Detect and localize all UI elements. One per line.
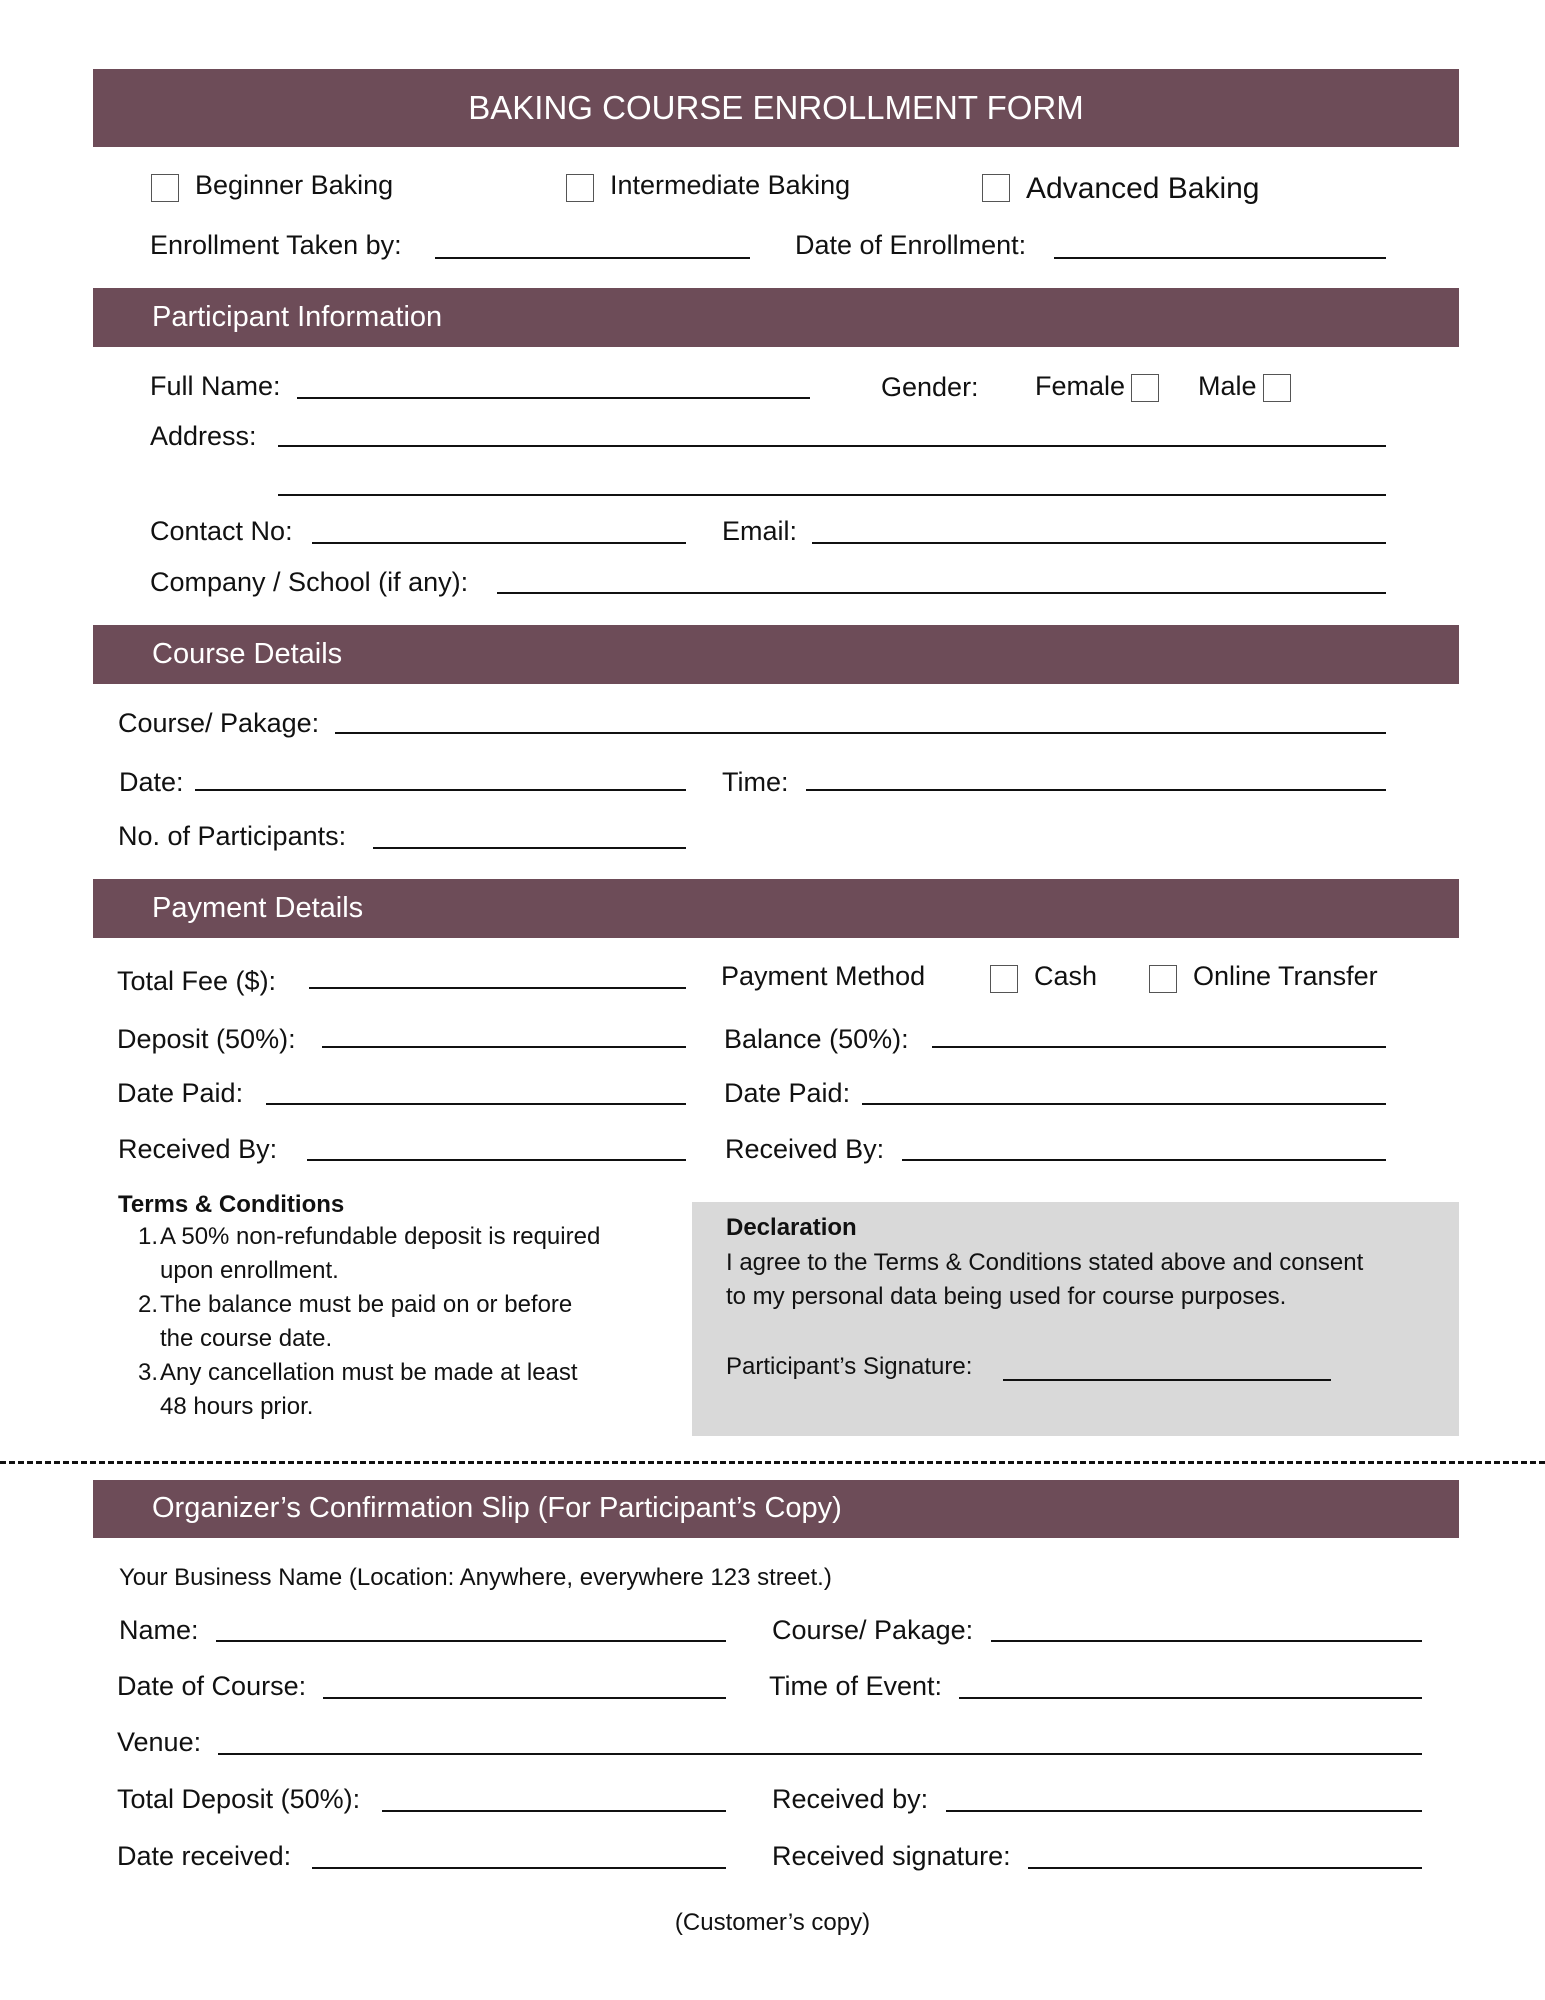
contact-no-label: Contact No: xyxy=(150,516,293,546)
slip-total-deposit-label: Total Deposit (50%): xyxy=(117,1784,361,1814)
balance-label: Balance (50%): xyxy=(724,1024,909,1054)
terms-item-3-number: 3. xyxy=(138,1359,159,1386)
payment-section-title: Payment Details xyxy=(152,892,364,924)
terms-item-1-line-2: upon enrollment. xyxy=(160,1257,339,1284)
advanced-baking-checkbox[interactable] xyxy=(982,174,1010,202)
slip-total-deposit-field[interactable] xyxy=(382,1810,726,1812)
email-label: Email: xyxy=(722,516,798,546)
date-paid-label-right: Date Paid: xyxy=(724,1078,851,1108)
course-date-label: Date: xyxy=(119,767,184,797)
course-time-field[interactable] xyxy=(806,789,1386,791)
confirmation-slip-bar xyxy=(93,1480,1459,1538)
address-field-line-2[interactable] xyxy=(278,494,1386,496)
course-package-field[interactable] xyxy=(335,732,1386,734)
received-by-field-left[interactable] xyxy=(307,1159,686,1161)
cut-line-divider xyxy=(0,1461,1545,1464)
date-paid-field-right[interactable] xyxy=(862,1103,1386,1105)
advanced-baking-label: Advanced Baking xyxy=(1026,172,1260,205)
date-paid-field-left[interactable] xyxy=(266,1103,686,1105)
enrollment-taken-by-field[interactable] xyxy=(435,257,750,259)
course-section-title: Course Details xyxy=(152,638,343,670)
slip-date-of-course-label: Date of Course: xyxy=(117,1671,307,1701)
confirmation-slip-title: Organizer’s Confirmation Slip (For Participant’s Copy) xyxy=(152,1492,842,1524)
gender-label: Gender: xyxy=(881,372,979,402)
course-date-field[interactable] xyxy=(195,789,686,791)
address-label: Address: xyxy=(150,421,257,451)
slip-name-label: Name: xyxy=(119,1615,199,1645)
terms-item-2-line-2: the course date. xyxy=(160,1325,333,1352)
online-transfer-label: Online Transfer xyxy=(1193,961,1378,991)
date-paid-label-left: Date Paid: xyxy=(117,1078,244,1108)
course-time-label: Time: xyxy=(722,767,789,797)
received-by-label-right: Received By: xyxy=(725,1134,885,1164)
participants-count-field[interactable] xyxy=(373,847,686,849)
intermediate-baking-label: Intermediate Baking xyxy=(610,170,851,200)
beginner-baking-checkbox[interactable] xyxy=(151,174,179,202)
cash-label: Cash xyxy=(1034,961,1098,991)
date-of-enrollment-label: Date of Enrollment: xyxy=(795,230,1027,260)
declaration-text-line-2: to my personal data being used for course purposes. xyxy=(726,1283,1287,1310)
customer-copy-footer: (Customer’s copy) xyxy=(674,1909,871,1936)
payment-method-label: Payment Method xyxy=(721,961,926,991)
participant-signature-label: Participant’s Signature: xyxy=(726,1353,973,1380)
enrollment-taken-by-label: Enrollment Taken by: xyxy=(150,230,402,260)
participant-section-title: Participant Information xyxy=(152,301,443,333)
male-label: Male xyxy=(1198,371,1257,401)
terms-title: Terms & Conditions xyxy=(118,1191,345,1218)
slip-course-package-label: Course/ Pakage: xyxy=(772,1615,974,1645)
slip-date-of-course-field[interactable] xyxy=(323,1697,726,1699)
form-title: BAKING COURSE ENROLLMENT FORM xyxy=(468,89,1084,126)
form-title-bar xyxy=(93,69,1459,147)
slip-venue-field[interactable] xyxy=(218,1753,1422,1755)
slip-time-of-event-field[interactable] xyxy=(959,1697,1422,1699)
course-section-bar xyxy=(93,625,1459,684)
female-checkbox[interactable] xyxy=(1131,374,1159,402)
slip-received-signature-field[interactable] xyxy=(1028,1867,1422,1869)
total-fee-field[interactable] xyxy=(309,987,686,989)
company-school-field[interactable] xyxy=(497,592,1386,594)
terms-item-1-number: 1. xyxy=(138,1223,159,1250)
full-name-field[interactable] xyxy=(297,397,810,399)
participant-section-bar xyxy=(93,288,1459,347)
terms-item-3-line-2: 48 hours prior. xyxy=(160,1393,314,1420)
deposit-field[interactable] xyxy=(322,1046,686,1048)
cash-checkbox[interactable] xyxy=(990,965,1018,993)
female-label: Female xyxy=(1035,371,1126,401)
business-name-text: Your Business Name (Location: Anywhere, everywhere 123 street.) xyxy=(119,1564,832,1591)
slip-received-by-label: Received by: xyxy=(772,1784,929,1814)
participants-count-label: No. of Participants: xyxy=(118,821,347,851)
company-school-label: Company / School (if any): xyxy=(150,567,469,597)
slip-name-field[interactable] xyxy=(216,1640,726,1642)
received-by-field-right[interactable] xyxy=(902,1159,1386,1161)
deposit-label: Deposit (50%): xyxy=(117,1024,296,1054)
slip-received-by-field[interactable] xyxy=(946,1810,1422,1812)
date-of-enrollment-field[interactable] xyxy=(1054,257,1386,259)
email-field[interactable] xyxy=(812,542,1386,544)
participant-signature-field[interactable] xyxy=(1003,1379,1331,1381)
received-by-label-left: Received By: xyxy=(118,1134,278,1164)
terms-item-2-line-1: The balance must be paid on or before xyxy=(160,1291,573,1318)
balance-field[interactable] xyxy=(932,1046,1386,1048)
payment-section-bar xyxy=(93,879,1459,938)
beginner-baking-label: Beginner Baking xyxy=(195,170,394,200)
terms-item-1-line-1: A 50% non-refundable deposit is required xyxy=(160,1223,601,1250)
terms-item-2-number: 2. xyxy=(138,1291,159,1318)
total-fee-label: Total Fee ($): xyxy=(117,966,277,996)
slip-date-received-field[interactable] xyxy=(312,1867,726,1869)
course-package-label: Course/ Pakage: xyxy=(118,708,320,738)
slip-venue-label: Venue: xyxy=(117,1727,202,1757)
slip-time-of-event-label: Time of Event: xyxy=(769,1671,943,1701)
full-name-label: Full Name: xyxy=(150,371,281,401)
slip-course-package-field[interactable] xyxy=(991,1640,1422,1642)
online-transfer-checkbox[interactable] xyxy=(1149,965,1177,993)
intermediate-baking-checkbox[interactable] xyxy=(566,174,594,202)
terms-item-3-line-1: Any cancellation must be made at least xyxy=(160,1359,578,1386)
address-field-line-1[interactable] xyxy=(278,445,1386,447)
slip-received-signature-label: Received signature: xyxy=(772,1841,1011,1871)
contact-no-field[interactable] xyxy=(312,542,686,544)
declaration-title: Declaration xyxy=(726,1214,857,1241)
declaration-text-line-1: I agree to the Terms & Conditions stated above and consent xyxy=(726,1249,1364,1276)
male-checkbox[interactable] xyxy=(1263,374,1291,402)
slip-date-received-label: Date received: xyxy=(117,1841,292,1871)
